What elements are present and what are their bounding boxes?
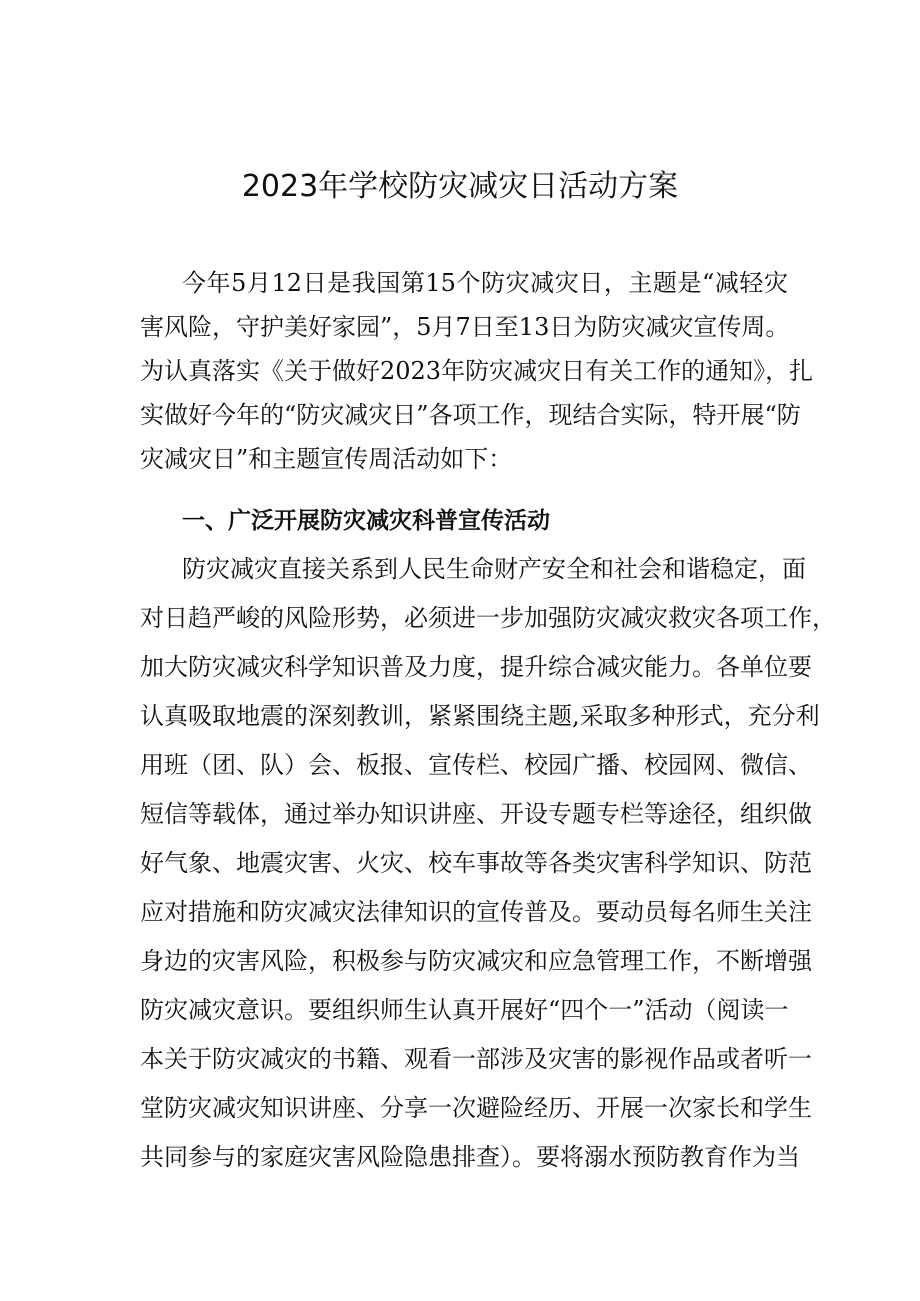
paragraph-1-line-2: 害风险，守护美好家园”，5月7日至13日为防灾减灾宣传周。 bbox=[140, 313, 790, 341]
document-title: 2023年学校防灾减灾日活动方案 bbox=[241, 169, 679, 204]
paragraph-1-line-3: 为认真落实《关于做好2023年防灾减灾日有关工作的通知》，扎 bbox=[140, 357, 814, 385]
paragraph-2-line-4: 认真吸取地震的深刻教训，紧紧围绕主题,采取多种形式，充分利 bbox=[140, 702, 820, 730]
paragraph-1-line-5: 灾减灾日”和主题宣传周活动如下： bbox=[140, 445, 513, 473]
paragraph-2-line-10: 防灾减灾意识。要组织师生认真开展好“四个一”活动（阅读一 bbox=[140, 996, 789, 1024]
paragraph-2-line-6: 短信等载体，通过举办知识讲座、开设专题专栏等途径，组织做 bbox=[140, 800, 812, 828]
paragraph-2-line-3: 加大防灾减灾科学知识普及力度，提升综合减灾能力。各单位要 bbox=[140, 653, 812, 681]
paragraph-2-line-13: 共同参与的家庭灾害风险隐患排查）。要将溺水预防教育作为当 bbox=[140, 1143, 800, 1171]
paragraph-2-line-8: 应对措施和防灾减灾法律知识的宣传普及。要动员每名师生关注 bbox=[140, 898, 812, 926]
paragraph-2-line-1: 防灾减灾直接关系到人民生命财产安全和社会和谐稳定，面 bbox=[182, 555, 806, 583]
paragraph-2-line-5: 用班（团、队）会、板报、宣传栏、校园广播、校园网、微信、 bbox=[140, 751, 812, 779]
paragraph-1-line-4: 实做好今年的“防灾减灾日”各项工作，现结合实际，特开展“防 bbox=[140, 401, 801, 429]
paragraph-2-line-9: 身边的灾害风险，积极参与防灾减灾和应急管理工作，不断增强 bbox=[140, 947, 812, 975]
paragraph-2-line-7: 好气象、地震灾害、火灾、校车事故等各类灾害科学知识、防范 bbox=[140, 849, 812, 877]
section-1-heading: 一、广泛开展防灾减灾科普宣传活动 bbox=[182, 508, 550, 534]
paragraph-2-line-11: 本关于防灾减灾的书籍、观看一部涉及灾害的影视作品或者听一 bbox=[140, 1045, 812, 1073]
paragraph-2-line-12: 堂防灾减灾知识讲座、分享一次避险经历、开展一次家长和学生 bbox=[140, 1094, 812, 1122]
paragraph-1-line-1: 今年5月12日是我国第15个防灾减灾日，主题是“减轻灾 bbox=[182, 269, 788, 297]
paragraph-2-line-2: 对日趋严峻的风险形势，必须进一步加强防灾减灾救灾各项工作， bbox=[140, 604, 836, 632]
